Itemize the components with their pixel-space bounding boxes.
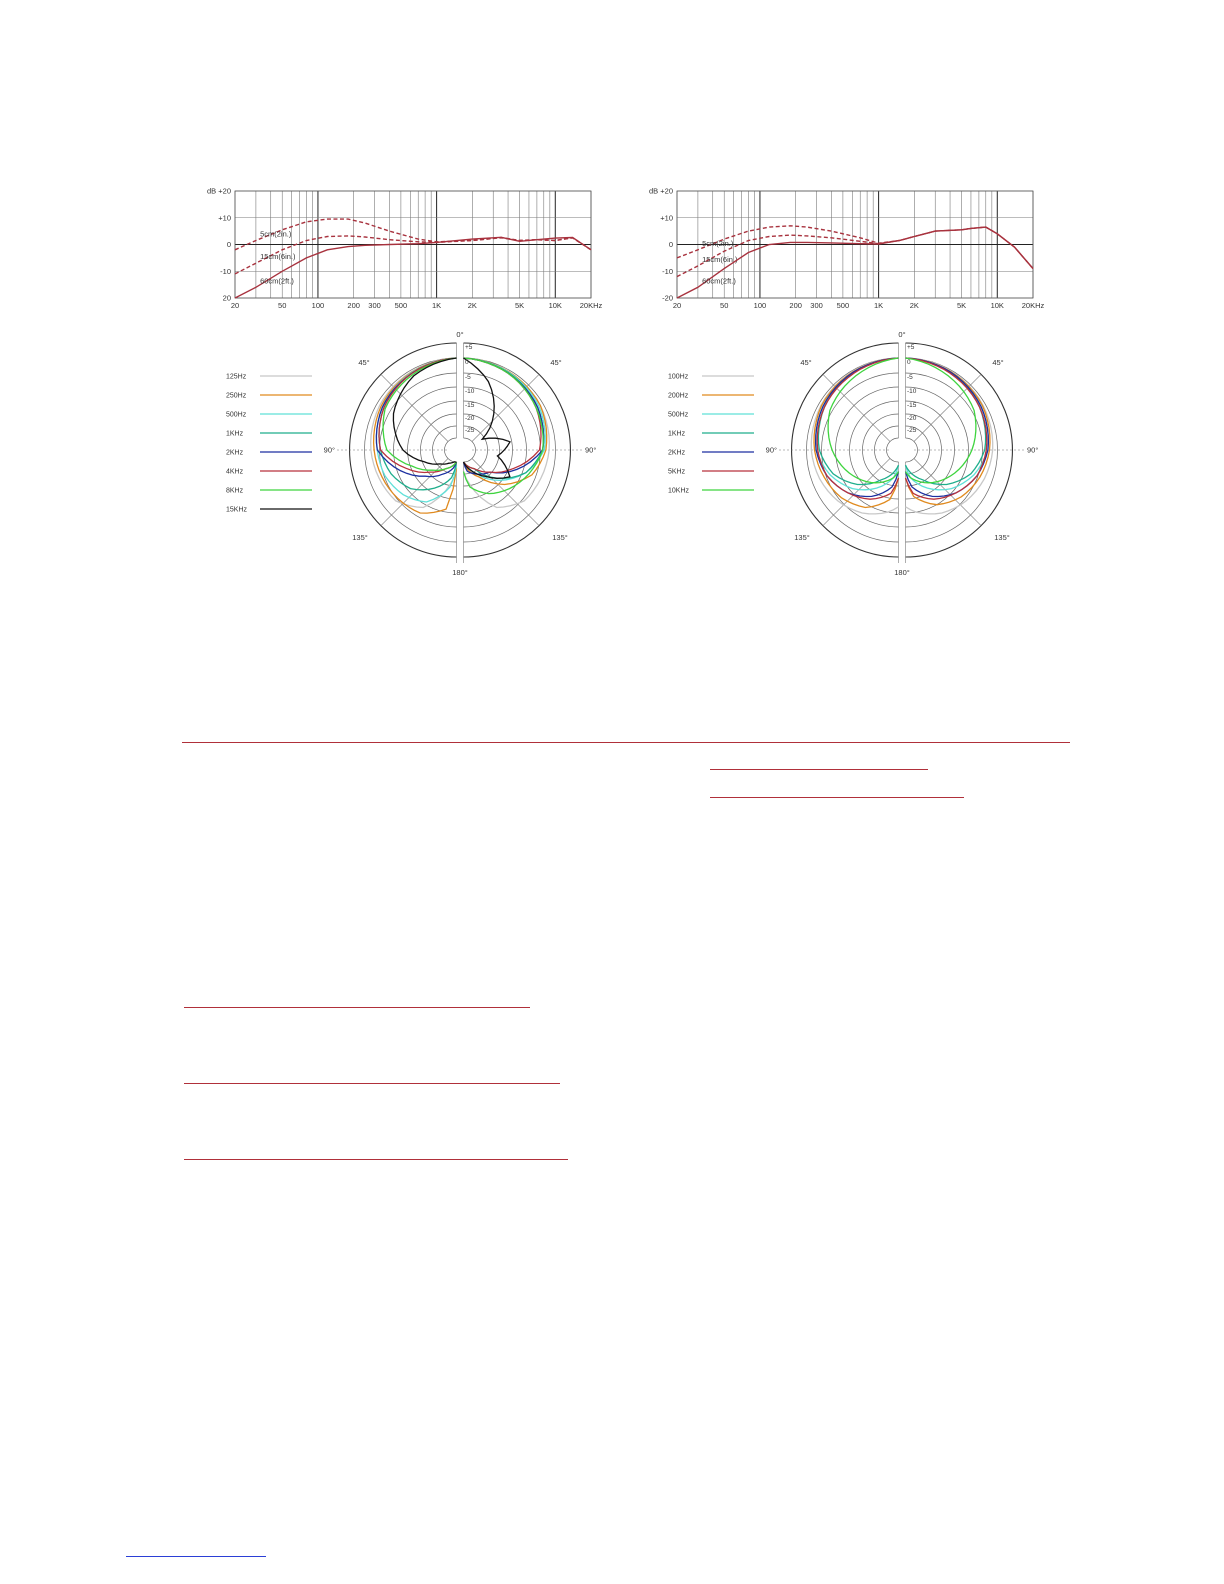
y-tick-label: 0 <box>226 240 231 249</box>
angle-label: 135° <box>352 533 368 542</box>
angle-label: 90° <box>765 445 777 455</box>
polar-series-line <box>814 358 899 508</box>
legend-label: 500Hz <box>668 411 689 419</box>
polar-series-line <box>906 358 993 514</box>
legend-label: 15KHz <box>226 506 248 514</box>
legend-label: 8KHz <box>226 487 244 495</box>
polar-series-line <box>906 358 991 505</box>
polar-curves <box>811 358 992 514</box>
x-tick-label: 100 <box>311 301 325 310</box>
db-ring-label: -20 <box>907 415 917 422</box>
legend-label: 500Hz <box>226 411 247 419</box>
link-underline[interactable] <box>184 1007 530 1008</box>
db-ring-label: -20 <box>465 415 475 422</box>
y-tick-label: dB +20 <box>207 186 231 196</box>
polar-series-line <box>379 358 457 473</box>
x-tick-label: 500 <box>394 301 408 310</box>
series-label: 5cm(2in.) <box>260 229 292 239</box>
x-tick-label: 20 <box>672 301 682 310</box>
chart-curves <box>235 219 591 298</box>
polar-spoke <box>914 374 981 441</box>
polar-series-line <box>376 358 456 502</box>
db-ring-label: -10 <box>907 388 917 395</box>
db-ring-label: 0 <box>465 359 469 366</box>
x-tick-label: 300 <box>368 301 381 310</box>
polar-spoke <box>823 374 890 441</box>
legend-label: 200Hz <box>668 392 689 400</box>
y-tick-label: dB +20 <box>649 186 673 196</box>
series-line <box>235 237 591 298</box>
legend-label: 4KHz <box>226 468 244 476</box>
polar-series-line <box>464 358 542 473</box>
angle-label: 180° <box>894 568 910 577</box>
polar-grid <box>337 343 583 563</box>
angle-label: 90° <box>585 445 597 455</box>
series-label: 15cm(6in.) <box>260 252 296 262</box>
chart-ticks <box>207 187 602 311</box>
x-tick-label: 2K <box>909 301 919 310</box>
chart-curves <box>677 226 1033 298</box>
series-label: 15cm(6in.) <box>702 254 738 264</box>
angle-label: 0° <box>898 330 906 339</box>
polar-series-line <box>464 358 550 508</box>
legend-label: 5KHz <box>668 468 686 476</box>
x-tick-label: 300 <box>810 301 823 310</box>
y-tick-label: -10 <box>220 266 231 276</box>
x-tick-label: 100 <box>753 301 767 310</box>
db-ring-label: -25 <box>907 427 917 434</box>
x-tick-label: 1K <box>874 301 884 310</box>
x-tick-label: 200 <box>347 301 360 310</box>
db-ring-label: -15 <box>907 402 917 409</box>
y-tick-label: -10 <box>662 266 673 276</box>
polar-grid <box>779 343 1025 563</box>
x-tick-label: 2K <box>467 301 477 310</box>
y-tick-label: +10 <box>218 213 231 223</box>
x-tick-label: 1K <box>432 301 442 310</box>
polar-series-line <box>828 358 898 483</box>
db-ring-label: -25 <box>465 427 475 434</box>
polar-series-line <box>393 358 456 464</box>
angle-label: 135° <box>794 533 810 542</box>
y-tick-label: 20 <box>222 293 231 303</box>
legend-label: 2KHz <box>668 449 686 457</box>
db-ring-label: +5 <box>465 344 473 351</box>
series-label: 60cm(2ft.) <box>260 276 294 286</box>
link-underline[interactable] <box>126 1556 266 1557</box>
x-tick-label: 5K <box>514 301 525 310</box>
polar-spoke <box>914 458 981 525</box>
x-tick-label: 200 <box>789 301 802 310</box>
x-tick-label: 500 <box>836 301 850 310</box>
db-ring-label: +5 <box>907 344 915 351</box>
angle-label: 45° <box>800 358 812 367</box>
db-ring-label: -15 <box>465 402 475 409</box>
db-ring-label: 0 <box>907 359 911 366</box>
link-underline[interactable] <box>710 769 928 770</box>
angle-label: 45° <box>358 358 370 367</box>
x-tick-label: 20KHz <box>1021 301 1045 310</box>
polar-pattern-chart-right <box>654 316 1054 584</box>
polar-legend <box>668 374 754 495</box>
polar-spoke <box>472 374 539 441</box>
angle-label: 0° <box>456 330 464 339</box>
x-tick-label: 20 <box>230 301 240 310</box>
legend-label: 100Hz <box>668 373 689 381</box>
x-tick-label: 20KHz <box>579 301 603 310</box>
y-tick-label: -20 <box>662 293 673 303</box>
x-tick-label: 10K <box>990 301 1004 310</box>
polar-series-line <box>811 358 898 514</box>
angle-label: 45° <box>992 358 1004 367</box>
x-tick-label: 10K <box>548 301 562 310</box>
polar-spoke <box>823 458 890 525</box>
series-line <box>677 227 1033 277</box>
link-underline[interactable] <box>184 1159 568 1160</box>
polar-pattern-chart-left <box>212 316 612 584</box>
angle-label: 180° <box>452 568 468 577</box>
angle-label: 135° <box>994 533 1010 542</box>
polar-legend <box>226 374 312 514</box>
y-tick-label: +10 <box>660 213 673 223</box>
polar-spoke <box>381 458 448 525</box>
series-label: 5cm(2in.) <box>702 238 734 248</box>
x-tick-label: 50 <box>720 301 729 310</box>
section-divider <box>182 742 1070 743</box>
series-label: 60cm(2ft.) <box>702 276 736 286</box>
db-ring-label: -5 <box>907 374 913 381</box>
chart-ticks <box>649 187 1044 311</box>
y-tick-label: 0 <box>668 240 673 249</box>
angle-label: 90° <box>323 445 335 455</box>
x-tick-label: 5K <box>956 301 967 310</box>
legend-label: 1KHz <box>226 430 244 438</box>
db-ring-label: -5 <box>465 374 471 381</box>
legend-label: 1KHz <box>668 430 686 438</box>
polar-series-line <box>379 358 457 490</box>
polar-curves <box>371 358 550 513</box>
legend-label: 2KHz <box>226 449 244 457</box>
x-tick-label: 50 <box>278 301 287 310</box>
db-ring-label: -10 <box>465 388 475 395</box>
angle-label: 45° <box>550 358 562 367</box>
polar-spoke <box>381 374 448 441</box>
link-underline[interactable] <box>710 797 964 798</box>
angle-label: 135° <box>552 533 568 542</box>
angle-label: 90° <box>1027 445 1039 455</box>
legend-label: 125Hz <box>226 373 247 381</box>
link-underline[interactable] <box>184 1083 560 1084</box>
legend-label: 10KHz <box>668 487 690 495</box>
frequency-response-chart-right <box>642 180 1052 315</box>
legend-label: 250Hz <box>226 392 247 400</box>
frequency-response-chart-left <box>200 180 610 315</box>
